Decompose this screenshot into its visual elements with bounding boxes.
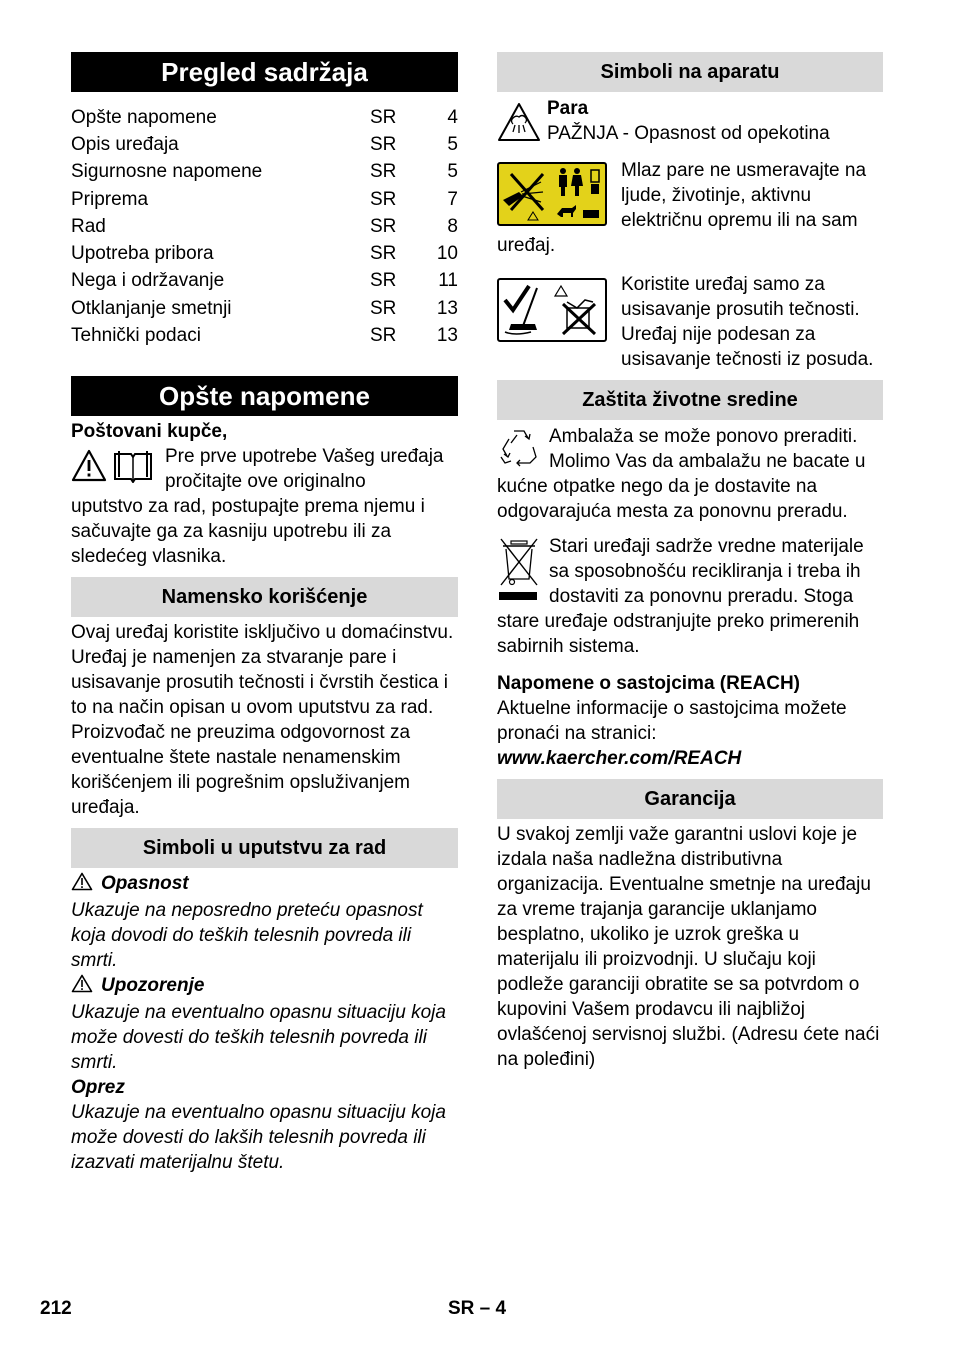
toc-entry-lang: SR <box>370 297 397 319</box>
toc-row[interactable] <box>71 268 458 295</box>
toc-entry-lang: SR <box>370 243 397 265</box>
intended-use-text-3: Proizvođač ne preuzima odgovornost za eventualne štete nastale nenamenskim korišćenjem ili pogrešnim opsluživanjem uređaja. <box>71 721 411 818</box>
steam-label: Para <box>547 98 589 119</box>
warning-label: Upozorenje <box>101 974 205 996</box>
packaging-block <box>497 424 883 524</box>
warning-row <box>71 973 458 1000</box>
toc-entry-title: Opis uređaja <box>71 133 179 155</box>
toc-entry-title: Tehnički podaci <box>71 325 201 347</box>
recycling-icon <box>497 427 541 473</box>
steam-jet-pictogram-icon <box>497 162 607 232</box>
toc-entry-title: Otklanjanje smetnji <box>71 297 232 319</box>
toc-row[interactable] <box>71 295 458 322</box>
warranty-heading: Garancija <box>497 779 883 819</box>
device-symbols-heading: Simboli na aparatu <box>497 52 883 92</box>
intro-text-rest: uputstvo za rad, postupajte prema njemu i sačuvajte ga za kasniju upotrebu ili za sledećeg vlasnika. <box>71 495 425 567</box>
packaging-text: Ambalaža se može ponovo preraditi. Molimo Vas da ambalažu ne bacate u kućne otpatke nego da je dostavite na odgovarajuća mesta za ponovnu preradu. <box>497 426 866 522</box>
steam-text: PAŽNJA - Opasnost od opekotina <box>547 123 830 144</box>
left-column <box>71 52 458 1175</box>
toc-entry-page: 8 <box>447 215 458 237</box>
reach-text: Aktuelne informacije o sastojcima možete pronaći na stranici: <box>497 698 847 744</box>
greeting: Poštovani kupče, <box>71 420 228 442</box>
toc-entry-title: Sigurnosne napomene <box>71 161 263 183</box>
danger-warning-icon <box>71 872 93 898</box>
steam-jet-block <box>497 158 883 258</box>
toc-row[interactable] <box>71 159 458 186</box>
toc-row[interactable] <box>71 104 458 131</box>
old-devices-block <box>497 534 883 659</box>
section-page-label: SR – 4 <box>448 1298 507 1319</box>
reach-heading: Napomene o sastojcima (REACH) <box>497 673 801 694</box>
toc-entry-page: 5 <box>447 161 458 183</box>
toc-entry-title: Upotreba pribora <box>71 243 214 265</box>
intended-use-text-1: Ovaj uređaj koristite isključivo u domaćinstvu. <box>71 621 454 643</box>
toc-entry-title: Opšte napomene <box>71 106 217 128</box>
warning-text: Ukazuje na eventualno opasnu situaciju koja može dovesti do teških telesnih povreda ili smrti. <box>71 1001 446 1073</box>
toc-row[interactable] <box>71 131 458 158</box>
environment-heading: Zaštita životne sredine <box>497 380 883 420</box>
steam-block <box>497 96 883 148</box>
liquid-usage-pictogram-icon <box>497 278 607 348</box>
caution-label: Oprez <box>71 1076 125 1098</box>
hot-steam-warning-icon <box>497 102 541 148</box>
crossed-bin-icon <box>497 537 541 609</box>
toc-entry-lang: SR <box>370 325 397 347</box>
toc-entry-page: 11 <box>438 270 458 292</box>
toc-entry-lang: SR <box>370 188 397 210</box>
warning-warning-icon <box>71 974 93 1000</box>
toc-entry-page: 4 <box>447 106 458 128</box>
toc-entry-lang: SR <box>370 106 397 128</box>
caution-text: Ukazuje na eventualno opasnu situaciju koja može dovesti do lakših telesnih povreda ili izazvati materijalnu štetu. <box>71 1101 446 1173</box>
toc-row[interactable] <box>71 322 458 349</box>
toc-entry-lang: SR <box>370 215 397 237</box>
toc-entry-title: Priprema <box>71 188 149 210</box>
liquid-block <box>497 272 883 372</box>
manual-symbols-heading: Simboli u uputstvu za rad <box>71 828 458 868</box>
right-column <box>497 52 883 1072</box>
toc-entry-page: 7 <box>447 188 458 210</box>
toc-entry-page: 5 <box>447 133 458 155</box>
intended-use-heading: Namensko korišćenje <box>71 577 458 617</box>
toc-entry-title: Nega i održavanje <box>71 270 225 292</box>
intro-block <box>71 444 458 494</box>
toc-heading: Pregled sadržaja <box>71 52 458 92</box>
danger-text: Ukazuje na neposredno preteću opasnost koja dovodi do teških telesnih povreda ili smrti. <box>71 899 423 971</box>
toc-entry-title: Rad <box>71 215 106 237</box>
warning-manual-icon <box>71 449 157 489</box>
toc-entry-lang: SR <box>370 133 397 155</box>
old-devices-text: Stari uređaji sadrže vredne materijale sa sposobnošću recikliranja i treba ih dostaviti za ponovnu preradu. Stoga stare uređaje odstranjujte preko primerenih sabirnih sistema. <box>497 536 864 657</box>
toc-row[interactable] <box>71 213 458 240</box>
table-of-contents <box>71 104 458 350</box>
toc-entry-page: 13 <box>436 325 458 347</box>
danger-row <box>71 871 458 898</box>
page-number: 212 <box>40 1298 72 1319</box>
warranty-text: U svakoj zemlji važe garantni uslovi koje je izdala naša nadležna distributivna organizacija. Eventualne smetnje na uređaju za vreme trajanja garancije uklanjamo besplatno, ukoliko je uzrok greška u materijalu ili proizvodnji. U slučaju koji podleže garanciji obratite se sa potvrdom o kupovini Vašem prodavcu ili najbližoj ovlašćenoj servisnoj službi. (Adresu ćete naći na poleđini) <box>497 824 880 1070</box>
toc-entry-lang: SR <box>370 161 397 183</box>
toc-row[interactable] <box>71 186 458 213</box>
intended-use-text-2: Uređaj je namenjen za stvaranje pare i usisavanje prosutih tečnosti i čvrstih čestica i to na način opisan u ovom uputstvu za rad. <box>71 646 448 718</box>
intro-text-first: Pre prve upotrebe Vašeg uređaja pročitajte ove originalno <box>165 445 444 492</box>
reach-link[interactable]: www.kaercher.com/REACH <box>497 748 742 769</box>
toc-entry-lang: SR <box>370 270 397 292</box>
toc-entry-page: 13 <box>436 297 458 319</box>
liquid-text: Koristite uređaj samo za usisavanje prosutih tečnosti. Uređaj nije podesan za usisavanje tečnosti iz posuda. <box>621 274 874 370</box>
steam-jet-text: Mlaz pare ne usmeravajte na ljude, životinje, aktivnu električnu opremu ili na sam uređaj. <box>497 160 867 256</box>
toc-row[interactable] <box>71 240 458 267</box>
toc-entry-page: 10 <box>436 243 458 265</box>
general-notes-heading: Opšte napomene <box>71 376 458 416</box>
danger-label: Opasnost <box>101 872 189 894</box>
